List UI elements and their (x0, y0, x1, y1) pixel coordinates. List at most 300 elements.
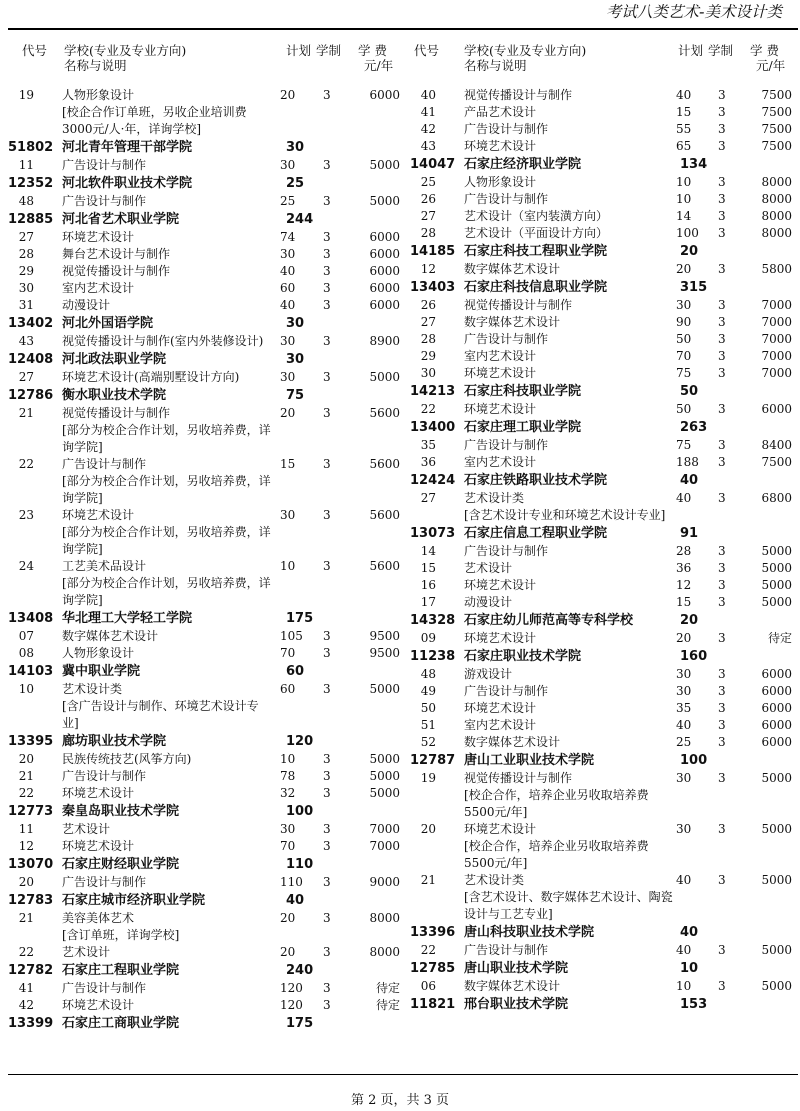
major-description (464, 437, 674, 454)
major-row (8, 768, 402, 785)
major-description (464, 872, 674, 923)
major-code: 22 (420, 943, 436, 957)
major-name: 广告设计与制作 (62, 981, 147, 995)
major-description (464, 717, 674, 734)
school-code: 12786 (8, 388, 54, 403)
major-name: 视觉传播设计与制作 (62, 406, 171, 420)
major-description (464, 191, 674, 208)
major-plan: 30 (676, 667, 692, 681)
major-years: 3 (718, 718, 726, 732)
major-fee: 7000 (761, 298, 792, 312)
major-note: [含艺术设计、数字媒体艺术设计、陶瓷设计与工艺专业] (464, 890, 673, 921)
major-row (410, 191, 800, 208)
major-name: 艺术设计 (62, 945, 111, 959)
major-row (410, 121, 800, 138)
school-name: 石家庄理工职业学院 (464, 420, 582, 435)
major-description (62, 193, 272, 210)
major-row (8, 193, 402, 210)
major-row (410, 261, 800, 278)
major-code: 12 (18, 839, 34, 853)
major-description (464, 401, 674, 418)
major-plan: 40 (676, 943, 692, 957)
school-name: 石家庄科技职业学院 (464, 384, 582, 399)
school-plan-total: 244 (286, 212, 314, 227)
major-code: 06 (420, 979, 436, 993)
right-column (410, 43, 800, 1014)
major-years: 3 (718, 209, 726, 223)
major-years: 3 (323, 875, 331, 889)
major-plan: 30 (280, 158, 296, 172)
major-row (8, 263, 402, 280)
major-row (410, 577, 800, 594)
major-row (8, 87, 402, 138)
school-name: 河北软件职业技术学院 (62, 176, 193, 191)
school-code: 13402 (8, 316, 54, 331)
major-code: 11 (18, 822, 34, 836)
major-description (62, 821, 272, 838)
major-fee: 5600 (369, 457, 400, 471)
major-description (62, 980, 272, 997)
header-fee (358, 43, 393, 73)
header-plan: 计划 (286, 43, 312, 58)
major-code: 08 (18, 646, 34, 660)
major-years: 3 (718, 667, 726, 681)
major-plan: 50 (676, 402, 692, 416)
major-name: 广告设计与制作 (464, 192, 549, 206)
major-description (464, 225, 674, 242)
major-name: 艺术设计类 (464, 873, 525, 887)
school-name: 冀中职业学院 (62, 664, 141, 679)
major-description (464, 365, 674, 382)
major-row (410, 821, 800, 872)
major-row (410, 683, 800, 700)
school-plan-total: 100 (286, 804, 314, 819)
major-years: 3 (323, 981, 331, 995)
school-name: 石家庄科技工程职业学院 (464, 244, 608, 259)
major-years: 3 (718, 88, 726, 102)
school-code: 12782 (8, 963, 54, 978)
major-plan: 10 (676, 192, 692, 206)
major-code: 22 (18, 457, 34, 471)
header-school (64, 43, 186, 73)
major-years: 3 (718, 561, 726, 575)
school-plan-total: 40 (286, 893, 305, 908)
major-fee: 7500 (761, 139, 792, 153)
major-plan: 10 (676, 175, 692, 189)
major-plan: 36 (676, 561, 692, 575)
major-code: 24 (18, 559, 34, 573)
major-fee: 8000 (761, 226, 792, 240)
major-fee: 7000 (761, 349, 792, 363)
school-row (410, 959, 800, 978)
major-plan: 120 (280, 981, 303, 995)
header-school (464, 43, 586, 73)
major-code: 22 (420, 402, 436, 416)
school-row (8, 961, 402, 980)
major-name: 广告设计与制作 (464, 684, 549, 698)
major-row (410, 454, 800, 471)
major-fee: 5600 (369, 406, 400, 420)
major-fee: 5000 (761, 771, 792, 785)
major-code: 28 (420, 226, 436, 240)
school-code: 13070 (8, 857, 54, 872)
major-plan: 100 (676, 226, 699, 240)
major-fee: 8000 (761, 192, 792, 206)
major-row (410, 630, 800, 647)
school-name: 唐山科技职业技术学院 (464, 925, 595, 940)
school-plan-total: 110 (286, 857, 314, 872)
major-plan: 25 (676, 735, 692, 749)
major-years: 3 (323, 769, 331, 783)
major-fee: 5000 (761, 979, 792, 993)
major-row (8, 405, 402, 456)
major-note: [部分为校企合作计划，另收培养费，详询学院] (62, 576, 271, 607)
major-years: 3 (323, 230, 331, 244)
header-school-line1: 学校(专业及专业方向) (64, 43, 187, 58)
major-description (464, 261, 674, 278)
major-plan: 20 (676, 631, 692, 645)
major-note: [部分为校企合作计划，另收培养费，详询学院] (62, 525, 271, 556)
school-plan-total: 160 (680, 649, 708, 664)
major-fee: 9500 (369, 646, 400, 660)
school-plan-total: 263 (680, 420, 708, 435)
major-fee: 6000 (369, 281, 400, 295)
major-name: 环境艺术设计(高端别墅设计方向) (62, 370, 240, 384)
major-fee: 8000 (369, 945, 400, 959)
major-name: 艺术设计类 (464, 491, 525, 505)
school-name: 河北省艺术职业学院 (62, 212, 180, 227)
major-row (410, 297, 800, 314)
major-name: 数字媒体艺术设计 (464, 979, 561, 993)
major-years: 3 (718, 402, 726, 416)
major-name: 广告设计与制作 (62, 158, 147, 172)
major-fee: 6000 (761, 735, 792, 749)
major-fee: 5000 (761, 873, 792, 887)
footer-rule (8, 1074, 798, 1075)
major-code: 17 (420, 595, 436, 609)
major-description (62, 681, 272, 732)
page-header-title: 考试八类艺术-美术设计类 (605, 3, 782, 21)
major-name: 环境艺术设计 (464, 578, 537, 592)
major-plan: 40 (280, 298, 296, 312)
school-row (410, 418, 800, 437)
major-name: 环境艺术设计 (464, 822, 537, 836)
major-plan: 15 (676, 595, 692, 609)
major-years: 3 (718, 226, 726, 240)
major-description (62, 874, 272, 891)
header-fee-label: 学 费 (358, 43, 387, 58)
major-plan: 40 (676, 491, 692, 505)
major-row (410, 174, 800, 191)
major-name: 人物形象设计 (464, 175, 537, 189)
major-years: 3 (323, 629, 331, 643)
major-plan: 120 (280, 998, 303, 1012)
major-fee: 6000 (761, 701, 792, 715)
major-code: 41 (18, 981, 34, 995)
major-description (464, 121, 674, 138)
major-years: 3 (718, 122, 726, 136)
major-code: 30 (420, 366, 436, 380)
school-row (410, 155, 800, 174)
major-description (464, 978, 674, 995)
major-description (62, 369, 272, 386)
major-row (8, 751, 402, 768)
major-name: 艺术设计 (62, 822, 111, 836)
major-fee: 7000 (369, 839, 400, 853)
major-fee: 6000 (369, 264, 400, 278)
major-row (410, 314, 800, 331)
major-code: 27 (18, 230, 34, 244)
major-row (8, 558, 402, 609)
school-name: 唐山工业职业技术学院 (464, 753, 595, 768)
major-row (410, 348, 800, 365)
major-years: 3 (323, 194, 331, 208)
major-name: 环境艺术设计 (62, 230, 135, 244)
school-name: 石家庄财经职业学院 (62, 857, 180, 872)
major-fee: 6000 (761, 667, 792, 681)
school-code: 14185 (410, 244, 456, 259)
major-name: 产品艺术设计 (464, 105, 537, 119)
major-years: 3 (323, 264, 331, 278)
school-row (8, 609, 402, 628)
major-name: 美容美体艺术 (62, 911, 135, 925)
major-code: 42 (420, 122, 436, 136)
major-description (62, 558, 272, 609)
major-code: 21 (18, 406, 34, 420)
major-plan: 110 (280, 875, 303, 889)
major-code: 07 (18, 629, 34, 643)
major-name: 视觉传播设计与制作 (62, 264, 171, 278)
major-code: 48 (18, 194, 34, 208)
major-row (410, 437, 800, 454)
major-code: 23 (18, 508, 34, 522)
major-plan: 55 (676, 122, 692, 136)
school-plan-total: 240 (286, 963, 314, 978)
major-row (410, 770, 800, 821)
major-plan: 30 (280, 370, 296, 384)
major-fee: 7000 (761, 366, 792, 380)
major-code: 43 (18, 334, 34, 348)
major-row (410, 401, 800, 418)
major-description (464, 348, 674, 365)
major-description (464, 560, 674, 577)
major-name: 室内艺术设计 (464, 455, 537, 469)
major-years: 3 (718, 438, 726, 452)
major-years: 3 (718, 631, 726, 645)
major-fee: 8400 (761, 438, 792, 452)
major-code: 51 (420, 718, 436, 732)
major-description (62, 456, 272, 507)
major-name: 环境艺术设计 (464, 701, 537, 715)
major-code: 20 (420, 822, 436, 836)
school-plan-total: 91 (680, 526, 699, 541)
major-code: 49 (420, 684, 436, 698)
major-name: 广告设计与制作 (464, 332, 549, 346)
school-row (410, 611, 800, 630)
header-years: 学制 (708, 43, 734, 58)
major-years: 3 (718, 701, 726, 715)
major-fee: 5000 (369, 370, 400, 384)
major-code: 28 (18, 247, 34, 261)
major-plan: 50 (676, 332, 692, 346)
major-description (464, 734, 674, 751)
major-plan: 20 (280, 88, 296, 102)
major-name: 舞台艺术设计与制作 (62, 247, 171, 261)
major-plan: 20 (676, 262, 692, 276)
major-row (410, 560, 800, 577)
header-code: 代号 (414, 43, 440, 58)
major-fee: 7000 (761, 315, 792, 329)
major-code: 20 (18, 752, 34, 766)
major-code: 27 (18, 370, 34, 384)
major-description (464, 630, 674, 647)
school-code: 13408 (8, 611, 54, 626)
major-plan: 40 (280, 264, 296, 278)
major-row (410, 104, 800, 121)
major-years: 3 (718, 822, 726, 836)
major-row (8, 628, 402, 645)
major-plan: 10 (280, 559, 296, 573)
major-fee: 8000 (761, 175, 792, 189)
school-name: 石家庄工程职业学院 (62, 963, 180, 978)
major-years: 3 (718, 332, 726, 346)
school-row (8, 210, 402, 229)
major-description (464, 104, 674, 121)
major-code: 16 (420, 578, 436, 592)
major-row (8, 821, 402, 838)
major-row (410, 225, 800, 242)
major-code: 41 (420, 105, 436, 119)
school-code: 11238 (410, 649, 456, 664)
major-fee: 待定 (375, 981, 400, 995)
major-name: 广告设计与制作 (464, 438, 549, 452)
major-row (8, 980, 402, 997)
major-name: 艺术设计类 (62, 682, 123, 696)
major-fee: 7000 (369, 822, 400, 836)
major-years: 3 (323, 298, 331, 312)
major-plan: 90 (676, 315, 692, 329)
major-description (464, 543, 674, 560)
major-description (62, 297, 272, 314)
major-code: 15 (420, 561, 436, 575)
major-years: 3 (323, 508, 331, 522)
major-note: [校企合作，培养企业另收取培养费5500元/年] (464, 839, 649, 870)
header-school-line2: 名称与说明 (64, 58, 127, 73)
major-fee: 6000 (369, 247, 400, 261)
major-code: 10 (18, 682, 34, 696)
major-description (464, 208, 674, 225)
major-description (62, 229, 272, 246)
school-code: 13400 (410, 420, 456, 435)
major-years: 3 (323, 406, 331, 420)
major-note: [部分为校企合作计划，另收培养费，详询学院] (62, 474, 271, 505)
school-row (8, 732, 402, 751)
major-code: 35 (420, 438, 436, 452)
major-years: 3 (323, 998, 331, 1012)
header-fee-unit: 元/年 (756, 58, 786, 73)
school-row (410, 524, 800, 543)
major-plan: 10 (676, 979, 692, 993)
major-description (62, 785, 272, 802)
major-plan: 70 (280, 646, 296, 660)
major-years: 3 (718, 873, 726, 887)
school-plan-total: 175 (286, 611, 314, 626)
major-name: 环境艺术设计 (464, 631, 537, 645)
major-note: [含订单班，详询学校] (62, 928, 180, 942)
major-name: 环境艺术设计 (62, 508, 135, 522)
right-table-body (410, 87, 800, 1014)
major-plan: 30 (280, 822, 296, 836)
school-row (410, 647, 800, 666)
major-name: 广告设计与制作 (464, 122, 549, 136)
major-code: 36 (420, 455, 436, 469)
major-plan: 30 (280, 508, 296, 522)
major-row (410, 872, 800, 923)
major-description (62, 246, 272, 263)
major-fee: 5600 (369, 508, 400, 522)
school-code: 13395 (8, 734, 54, 749)
school-row (410, 751, 800, 770)
major-name: 广告设计与制作 (464, 943, 549, 957)
school-name: 石家庄职业技术学院 (464, 649, 582, 664)
major-row (8, 910, 402, 944)
major-fee: 5000 (761, 822, 792, 836)
major-fee: 5000 (369, 786, 400, 800)
school-row (410, 242, 800, 261)
school-name: 石家庄幼儿师范高等专科学校 (464, 613, 634, 628)
major-years: 3 (718, 192, 726, 206)
major-row (8, 246, 402, 263)
school-plan-total: 100 (680, 753, 708, 768)
major-code: 21 (18, 769, 34, 783)
major-fee: 5000 (761, 595, 792, 609)
major-years: 3 (323, 281, 331, 295)
major-years: 3 (718, 684, 726, 698)
major-code: 43 (420, 139, 436, 153)
header-fee-label: 学 费 (750, 43, 779, 58)
major-description (62, 263, 272, 280)
major-plan: 12 (676, 578, 692, 592)
school-code: 14328 (410, 613, 456, 628)
school-plan-total: 175 (286, 1016, 314, 1031)
header-school-line1: 学校(专业及专业方向) (464, 43, 587, 58)
major-name: 数字媒体艺术设计 (464, 735, 561, 749)
major-description (62, 645, 272, 662)
header-school-line2: 名称与说明 (464, 58, 527, 73)
major-plan: 35 (676, 701, 692, 715)
major-years: 3 (323, 559, 331, 573)
major-plan: 188 (676, 455, 699, 469)
major-name: 艺术设计 (464, 561, 513, 575)
school-plan-total: 40 (680, 925, 699, 940)
left-table-body (8, 87, 402, 1033)
major-plan: 28 (676, 544, 692, 558)
major-years: 3 (718, 455, 726, 469)
major-code: 22 (18, 945, 34, 959)
major-code: 25 (420, 175, 436, 189)
major-row (8, 280, 402, 297)
major-years: 3 (323, 945, 331, 959)
major-code: 26 (420, 298, 436, 312)
major-plan: 20 (280, 945, 296, 959)
school-name: 华北理工大学轻工学院 (62, 611, 193, 626)
major-row (410, 331, 800, 348)
school-row (8, 1014, 402, 1033)
major-years: 3 (718, 349, 726, 363)
major-plan: 32 (280, 786, 296, 800)
major-description (464, 770, 674, 821)
major-description (62, 280, 272, 297)
